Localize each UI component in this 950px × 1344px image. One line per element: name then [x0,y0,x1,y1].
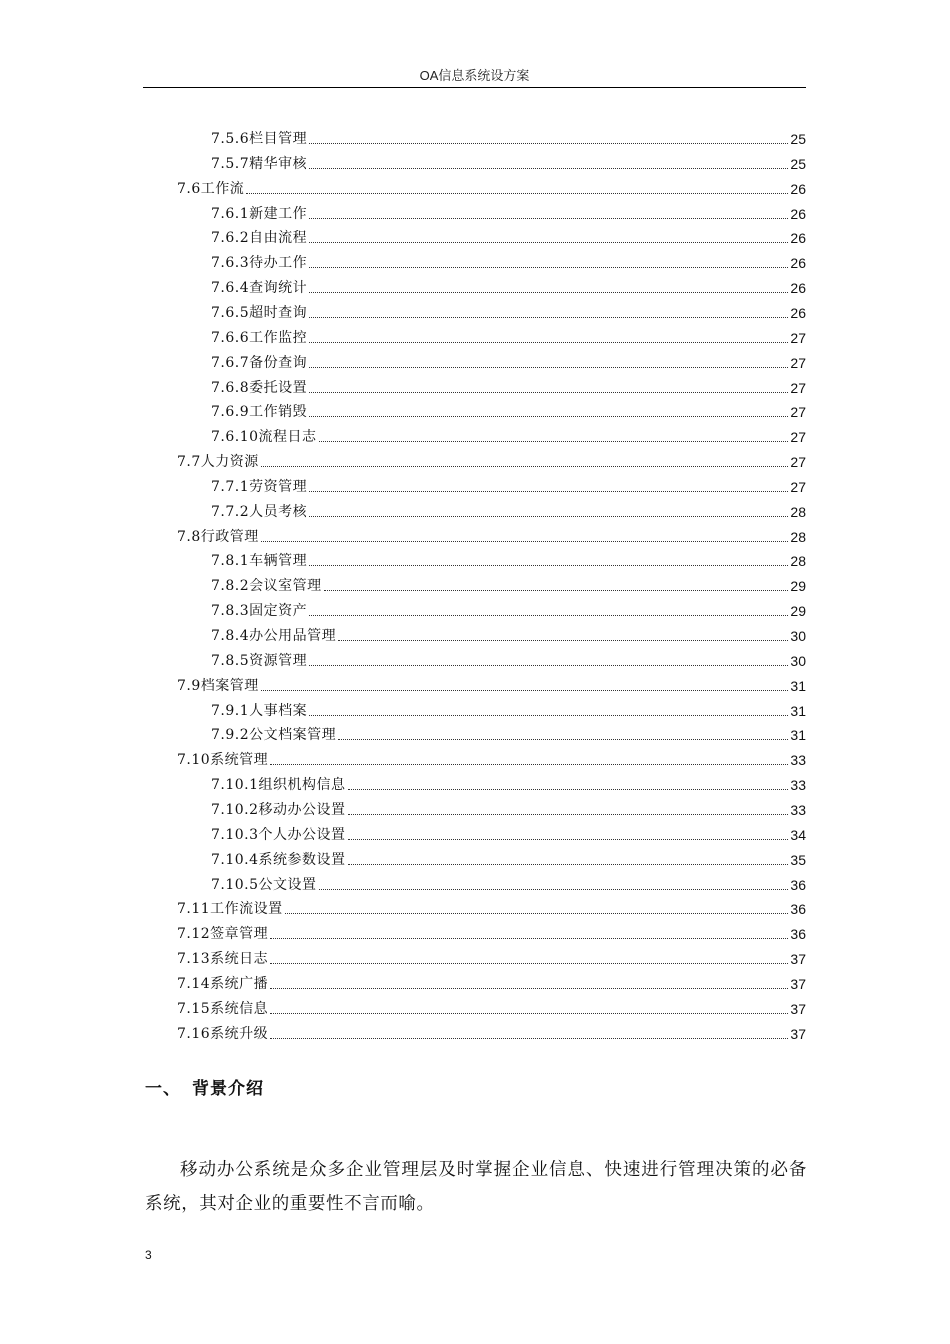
toc-entry-title: 7.6.1新建工作 [211,205,308,222]
toc-entry-page: 28 [790,528,806,545]
header-divider [143,87,806,88]
toc-leader-dots [338,738,788,740]
toc-entry[interactable] [211,548,806,570]
toc-entry-page: 37 [790,1000,806,1017]
toc-entry-page: 35 [790,851,806,868]
toc-entry[interactable] [177,996,806,1018]
toc-entry[interactable] [211,325,806,347]
toc-entry-title: 7.6.4查询统计 [211,280,308,297]
toc-entry-page: 27 [790,379,806,396]
toc-entry-title: 7.6.10流程日志 [211,429,317,446]
toc-leader-dots [348,863,789,865]
toc-entry-title: 7.10.1组织机构信息 [211,777,346,794]
toc-entry-title: 7.9.1人事档案 [211,702,308,719]
toc-entry[interactable] [211,822,806,844]
toc-entry[interactable] [177,176,806,198]
toc-leader-dots [309,564,788,566]
toc-entry[interactable] [177,896,806,918]
toc-leader-dots [246,192,788,194]
toc-entry[interactable] [211,126,806,148]
toc-entry-page: 27 [790,454,806,471]
toc-entry-page: 26 [790,280,806,297]
toc-entry-page: 33 [790,777,806,794]
toc-entry-page: 25 [790,131,806,147]
toc-entry-page: 36 [790,901,806,918]
toc-leader-dots [270,1012,788,1014]
toc-leader-dots [309,664,788,666]
toc-entry-title: 7.9.2公文档案管理 [211,727,337,744]
toc-entry-title: 7.13系统日志 [177,951,269,968]
toc-entry-title: 7.6工作流 [177,180,245,197]
toc-entry-page: 33 [790,801,806,818]
toc-entry-title: 7.8行政管理 [177,528,259,545]
toc-entry-title: 7.5.6栏目管理 [211,131,308,147]
toc-entry[interactable] [211,499,806,521]
toc-entry-title: 7.6.8委托设置 [211,379,308,396]
toc-entry[interactable] [177,673,806,695]
toc-leader-dots [309,515,788,517]
toc-entry-page: 33 [790,752,806,769]
toc-leader-dots [309,415,788,417]
toc-entry-page: 34 [790,826,806,843]
toc-entry-title: 7.7.2人员考核 [211,503,308,520]
toc-leader-dots [309,391,788,393]
toc-entry-title: 7.16系统升级 [177,1025,269,1042]
toc-leader-dots [270,937,788,939]
section-title: 背景介绍 [192,1079,264,1099]
toc-entry-page: 26 [790,180,806,197]
section-heading [145,1074,264,1099]
toc-entry[interactable] [211,573,806,595]
toc-entry-page: 31 [790,677,806,694]
toc-leader-dots [309,167,788,169]
toc-entry-page: 37 [790,975,806,992]
toc-entry[interactable] [211,375,806,397]
toc-entry[interactable] [211,225,806,247]
toc-entry[interactable] [177,449,806,471]
toc-leader-dots [309,142,788,144]
toc-entry-title: 7.6.3待办工作 [211,255,308,272]
toc-leader-dots [348,788,789,790]
toc-entry-title: 7.5.7精华审核 [211,155,308,172]
toc-leader-dots [261,689,789,691]
toc-entry[interactable] [177,747,806,769]
toc-leader-dots [270,763,788,765]
toc-entry-title: 7.7.1劳资管理 [211,478,308,495]
toc-entry-page: 30 [790,628,806,644]
toc-entry-title: 7.10系统管理 [177,752,269,769]
toc-entry-page: 29 [790,578,806,595]
toc-entry-page: 27 [790,429,806,446]
toc-entry-title: 7.6.9工作销毁 [211,404,308,421]
toc-entry-title: 7.6.2自由流程 [211,230,308,247]
running-header: OA信息系统设方案 [419,68,530,83]
toc-entry-page: 28 [790,553,806,570]
toc-entry-page: 36 [790,876,806,893]
toc-leader-dots [309,316,788,318]
toc-entry[interactable] [211,474,806,496]
toc-leader-dots [270,962,788,964]
toc-entry-title: 7.10.4系统参数设置 [211,851,346,868]
toc-entry[interactable] [211,648,806,670]
toc-entry-page: 26 [790,255,806,272]
toc-entry[interactable] [211,872,806,894]
toc-leader-dots [261,540,789,542]
toc-entry-title: 7.8.4办公用品管理 [211,628,337,644]
toc-leader-dots [348,838,789,840]
toc-entry-page: 27 [790,354,806,371]
toc-entry[interactable] [211,250,806,272]
toc-entry[interactable] [211,424,806,446]
body-paragraph: 移动办公系统是众多企业管理层及时掌握企业信息、快速进行管理决策的必备系统，其对企业的重要性不言而喻。 [145,1160,807,1214]
toc-entry-page: 31 [790,727,806,744]
toc-leader-dots [309,341,788,343]
toc-entry-title: 7.8.2会议室管理 [211,578,322,595]
toc-leader-dots [309,266,788,268]
toc-entry[interactable] [211,350,806,372]
toc-leader-dots [261,465,789,467]
toc-entry-page: 26 [790,205,806,222]
toc-entry-page: 27 [790,329,806,346]
toc-entry-page: 29 [790,603,806,620]
toc-entry[interactable] [211,797,806,819]
toc-entry-page: 28 [790,503,806,520]
toc-entry[interactable] [177,921,806,943]
toc-leader-dots [309,614,788,616]
toc-entry[interactable] [211,201,806,223]
toc-entry[interactable] [211,623,806,645]
toc-leader-dots [348,813,789,815]
toc-leader-dots [270,987,788,989]
toc-entry-title: 7.15系统信息 [177,1000,269,1017]
toc-entry-title: 7.14系统广播 [177,975,269,992]
toc-entry-page: 26 [790,304,806,321]
toc-entry-title: 7.8.3固定资产 [211,603,308,620]
toc-entry-title: 7.6.5超时查询 [211,304,308,321]
toc-leader-dots [309,714,788,716]
toc-entry-page: 26 [790,230,806,247]
section-number: 一、 [145,1079,181,1099]
toc-entry[interactable] [211,847,806,869]
toc-entry-page: 25 [790,155,806,172]
toc-entry-title: 7.10.3个人办公设置 [211,826,346,843]
toc-entry-page: 36 [790,926,806,943]
toc-entry[interactable] [177,971,806,993]
toc-leader-dots [309,366,788,368]
toc-entry[interactable] [211,698,806,720]
toc-entry[interactable] [177,946,806,968]
toc-leader-dots [338,639,788,641]
toc-leader-dots [309,241,788,243]
toc-leader-dots [285,912,789,914]
toc-entry-title: 7.11工作流设置 [177,901,283,918]
toc-leader-dots [309,291,788,293]
toc-entry-title: 7.6.7备份查询 [211,354,308,371]
toc-entry-page: 27 [790,404,806,421]
toc-entry-title: 7.8.1车辆管理 [211,553,308,570]
toc-entry-page: 31 [790,702,806,719]
toc-entry-title: 7.10.2移动办公设置 [211,801,346,818]
toc-entry[interactable] [211,772,806,794]
toc-entry[interactable] [211,151,806,173]
toc-entry[interactable] [211,598,806,620]
toc-entry[interactable] [211,399,806,421]
toc-leader-dots [319,440,789,442]
toc-entry[interactable] [211,722,806,744]
toc-entry-page: 27 [790,478,806,495]
toc-entry[interactable] [177,1021,806,1043]
toc-entry-page: 37 [790,951,806,968]
toc-entry[interactable] [211,275,806,297]
toc-entry-page: 30 [790,652,806,669]
toc-entry-title: 7.8.5资源管理 [211,652,308,669]
toc-entry-page: 37 [790,1025,806,1042]
toc-entry-title: 7.12签章管理 [177,926,269,943]
toc-entry-title: 7.6.6工作监控 [211,329,308,346]
toc-entry[interactable] [177,524,806,546]
toc-entry-title: 7.10.5公文设置 [211,876,317,893]
toc-entry-title: 7.7人力资源 [177,454,259,471]
toc-leader-dots [309,217,788,219]
toc-leader-dots [270,1037,788,1039]
toc-entry[interactable] [211,300,806,322]
toc-leader-dots [319,888,789,890]
toc-leader-dots [324,589,789,591]
toc-leader-dots [309,490,788,492]
page-number: 3 [145,1248,152,1262]
toc-entry-title: 7.9档案管理 [177,677,259,694]
